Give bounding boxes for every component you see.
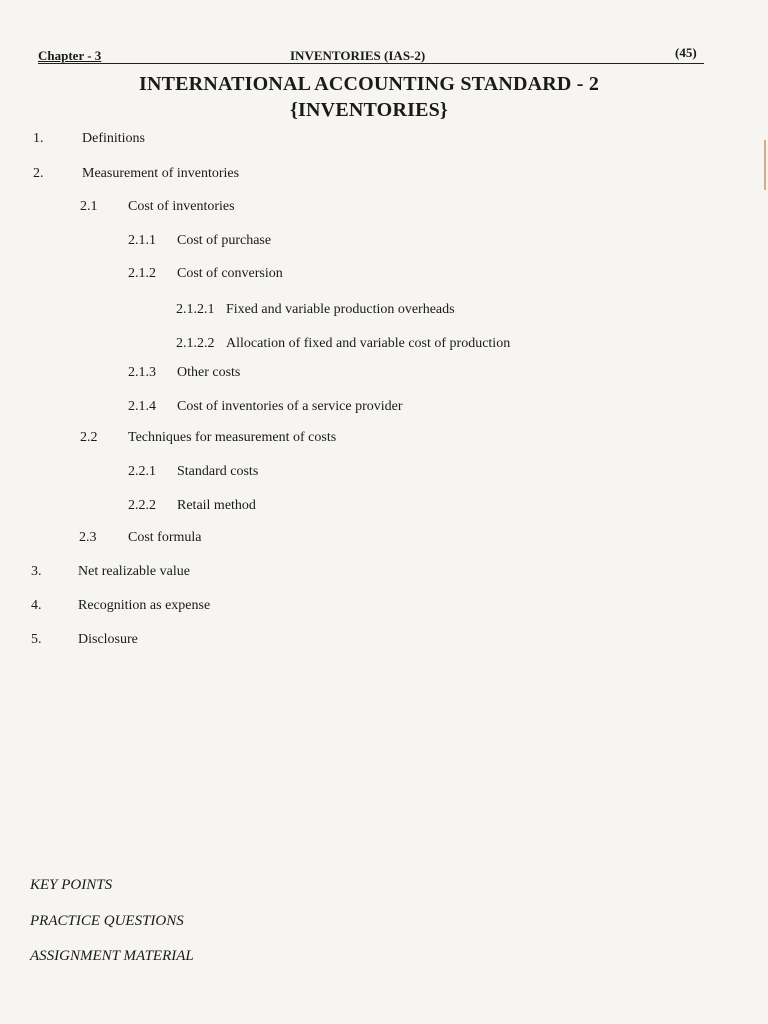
toc-number: 3. (31, 564, 42, 579)
toc-number: 1. (33, 131, 44, 146)
page-edge-mark (764, 140, 766, 190)
toc-label: Cost formula (128, 530, 202, 545)
toc-label: Recognition as expense (78, 598, 211, 613)
page-number: (45) (675, 45, 697, 60)
toc-label: Standard costs (177, 464, 259, 479)
toc-label: Other costs (177, 365, 241, 380)
toc-number: 2.1.2.2 (176, 336, 215, 351)
toc-number: 2.2.1 (128, 464, 156, 479)
toc-label: Allocation of fixed and variable cost of production (226, 336, 511, 351)
toc-label: Cost of inventories (128, 199, 235, 214)
toc-number: 2.1.2.1 (176, 302, 215, 317)
toc-label: Definitions (82, 131, 145, 146)
toc-label: Fixed and variable production overheads (226, 302, 455, 317)
toc-number: 2.1.1 (128, 233, 156, 248)
toc-label: Net realizable value (78, 564, 190, 579)
toc-number: 2.1.4 (128, 399, 156, 414)
toc-number: 2.1.2 (128, 266, 156, 281)
toc-number: 2.1.3 (128, 365, 156, 380)
toc-label: Cost of inventories of a service provider (177, 399, 403, 414)
toc-label: Cost of conversion (177, 266, 283, 281)
toc-number: 4. (31, 598, 42, 613)
assignment-material-label: ASSIGNMENT MATERIAL (30, 948, 194, 964)
toc-number: 5. (31, 632, 42, 647)
key-points-label: KEY POINTS (30, 877, 113, 893)
chapter-label: Chapter - 3 (38, 48, 102, 63)
toc-number: 2.2.2 (128, 498, 156, 513)
toc-number: 2. (33, 166, 44, 181)
toc-label: Disclosure (78, 632, 138, 647)
toc-label: Cost of purchase (177, 233, 272, 248)
page-title: INTERNATIONAL ACCOUNTING STANDARD - 2 (138, 73, 600, 95)
practice-questions-label: PRACTICE QUESTIONS (30, 913, 184, 929)
toc-label: Retail method (177, 498, 256, 513)
toc-number: 2.1 (80, 199, 98, 214)
toc-number: 2.2 (80, 430, 98, 445)
toc-label: Measurement of inventories (82, 166, 240, 181)
toc-number: 2.3 (79, 530, 97, 545)
running-title: INVENTORIES (IAS-2) (290, 48, 426, 63)
page-subtitle: {INVENTORIES} (289, 99, 449, 121)
toc-label: Techniques for measurement of costs (128, 430, 337, 445)
